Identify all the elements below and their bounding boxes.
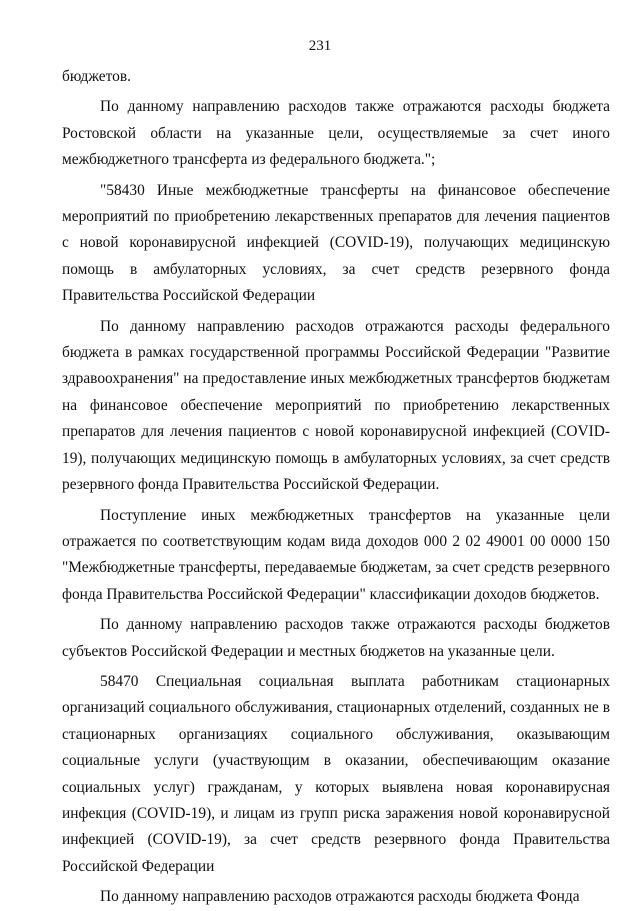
paragraph-continuation: бюджетов. xyxy=(62,68,131,85)
paragraph: По данному направлению расходов отражаются расходы бюджета Фонда xyxy=(100,888,580,906)
page-number: 231 xyxy=(308,38,332,54)
paragraph: По данному направлению расходов также отражаются расходы бюджета Ростовской области на указанные цели, осуществляемые за счет иного межбюджетного трансферта из федерального бюджета."; xyxy=(62,98,610,169)
document-body xyxy=(62,64,610,911)
paragraph: Поступление иных межбюджетных трансфертов на указанные цели отражается по соответствующим кодам вида доходов 000 2 02 49001 00 0000 150 "Межбюджетные трансферты, передаваемые бюджетам, за счет средств резервного фонда Правительства Российской Федерации" классификации доходов бюджетов. xyxy=(62,506,610,603)
paragraph: По данному направлению расходов также отражаются расходы бюджетов субъектов Российской Федерации и местных бюджетов на указанные цели. xyxy=(62,616,610,660)
paragraph: По данному направлению расходов отражаются расходы федерального бюджета в рамках государственной программы Российской Федерации "Развитие здравоохранения" на предоставление иных межбюджетных трансфертов бюджетам на финансовое обеспечение мероприятий по приобретению лекарственных препаратов для лечения пациентов с новой коронавирусной инфекцией (COVID-19), получающих медицинскую помощь в амбулаторных условиях, за счет средств резервного фонда Правительства Российской Федерации. xyxy=(62,317,610,494)
paragraph-code-58470: 58470 Специальная социальная выплата работникам стационарных организаций социального обслуживания, стационарных отделений, созданных не в стационарных организациях социального обслуживания, оказывающим социальные услуги (участвующим в оказании, обеспечивающим оказание социальных услуг) гражданам, у которых выявлена новая коронавирусная инфекция (COVID-19), и лицам из групп риска заражения новой коронавирусной инфекцией (COVID-19), за счет средств резервного фонда Правительства Российской Федерации xyxy=(62,672,610,875)
paragraph-code-58430: "58430 Иные межбюджетные трансферты на финансовое обеспечение мероприятий по приобретению лекарственных препаратов для лечения пациентов с новой коронавирусной инфекцией (COVID-19), получающих медицинскую помощь в амбулаторных условиях, за счет средств резервного фонда Правительства Российской Федерации xyxy=(62,181,610,305)
